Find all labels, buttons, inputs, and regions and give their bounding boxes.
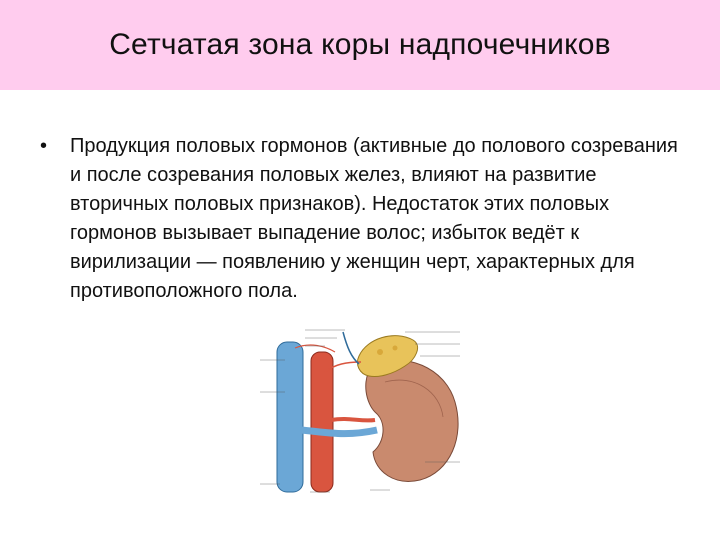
renal-vein: [301, 430, 377, 434]
bullet-text: Продукция половых гормонов (активные до полового созревания и после созревания половых желез, влияют на развитие вторичных половых признаков). Недостаток этих половых гормонов вызывает выпадение волос; избыток ведёт к вирилизации — появлению у женщин черт, характерных для противоположного пола.: [70, 135, 678, 302]
adrenal-detail: [377, 349, 383, 355]
vena-cava: [277, 342, 303, 492]
kidney-shape: [366, 360, 458, 481]
title-band: [0, 0, 720, 90]
renal-artery: [331, 419, 375, 420]
kidney-adrenal-drawing: [255, 312, 470, 498]
adrenal-vein: [343, 332, 359, 364]
slide-title: Сетчатая зона коры надпочечников: [109, 28, 611, 61]
aorta: [311, 352, 333, 492]
adrenal-detail: [393, 346, 398, 351]
bullet-item: [40, 132, 690, 306]
bullet-marker: •: [40, 135, 48, 157]
anatomy-illustration: [255, 312, 470, 498]
